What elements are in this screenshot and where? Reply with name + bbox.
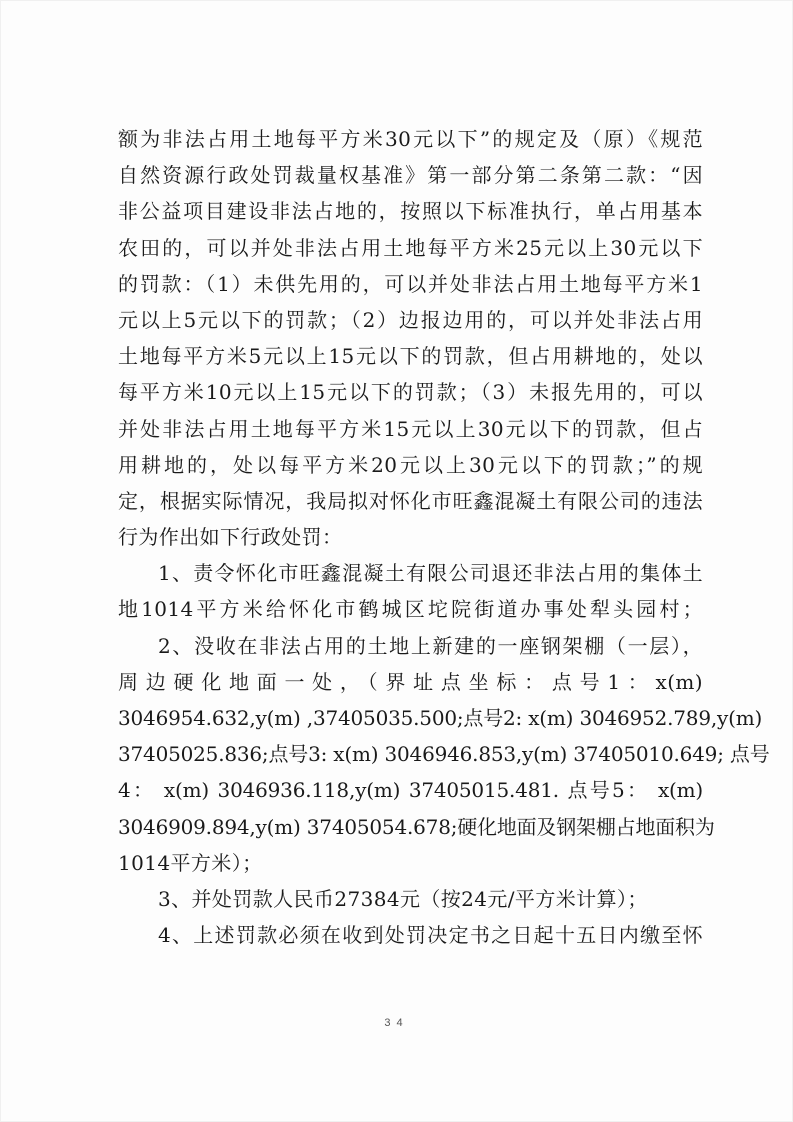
- text-line: 行为作出如下行政处罚：: [118, 525, 343, 550]
- text-line: 非公益项目建设非法占地的，按照以下标准执行，单占用基本: [118, 199, 703, 224]
- coordinate-line: 37405025.836;点号3: x(m) 3046946.853,y(m) 37405010.649; 点号: [118, 742, 770, 767]
- text-line: 每平方米10元以上15元以下的罚款；（3）未报先用的，可以: [118, 380, 703, 405]
- text-line: 农田的，可以并处非法占用土地每平方米25元以上30元以下: [118, 235, 703, 260]
- coordinate-line: 4： x(m) 3046936.118,y(m) 37405015.481. 点号5： x(m): [118, 778, 703, 803]
- list-item-3: 3、并处罚款人民币27384元（按24元/平方米计算）；: [158, 886, 648, 911]
- text-line: 额为非法占用土地每平方米30元以下”的规定及（原）《规范: [118, 127, 703, 151]
- list-item-1: 1、责令怀化市旺鑫混凝土有限公司退还非法占用的集体土: [158, 561, 703, 586]
- text-line: 地1014平方米给怀化市鹤城区坨院街道办事处犁头园村；: [118, 597, 703, 622]
- text-line: 周边硬化地面一处，（界址点坐标：点号1：x(m): [118, 669, 703, 694]
- document-body: [118, 121, 770, 953]
- text-line: 1014平方米）；: [118, 850, 263, 875]
- list-item-2: 2、没收在非法占用的土地上新建的一座钢架棚（一层），: [158, 633, 703, 658]
- coordinate-line: 3046954.632,y(m) ,37405035.500;点号2: x(m) 3046952.789,y(m): [118, 706, 763, 730]
- text-line: 并处非法占用土地每平方米15元以上30元以下的罚款，但占: [118, 416, 703, 441]
- list-item-4: 4、上述罚款必须在收到处罚决定书之日起十五日内缴至怀: [158, 923, 703, 948]
- coordinate-line: 3046909.894,y(m) 37405054.678;硬化地面及钢架棚占地面积为: [118, 814, 715, 839]
- text-line: 自然资源行政处罚裁量权基准》第一部分第二条第二款：“因: [118, 163, 703, 188]
- text-line: 定，根据实际情况，我局拟对怀化市旺鑫混凝土有限公司的违法: [118, 488, 703, 513]
- text-line: 的罚款：（1）未供先用的，可以并处非法占用土地每平方米1: [118, 271, 703, 296]
- text-line: 用耕地的，处以每平方米20元以上30元以下的罚款；”的规: [118, 452, 703, 477]
- page-number: 34: [384, 1017, 409, 1029]
- text-line: 土地每平方米5元以上15元以下的罚款，但占用耕地的，处以: [118, 344, 703, 369]
- text-line: 元以上5元以下的罚款；（2）边报边用的，可以并处非法占用: [118, 307, 703, 332]
